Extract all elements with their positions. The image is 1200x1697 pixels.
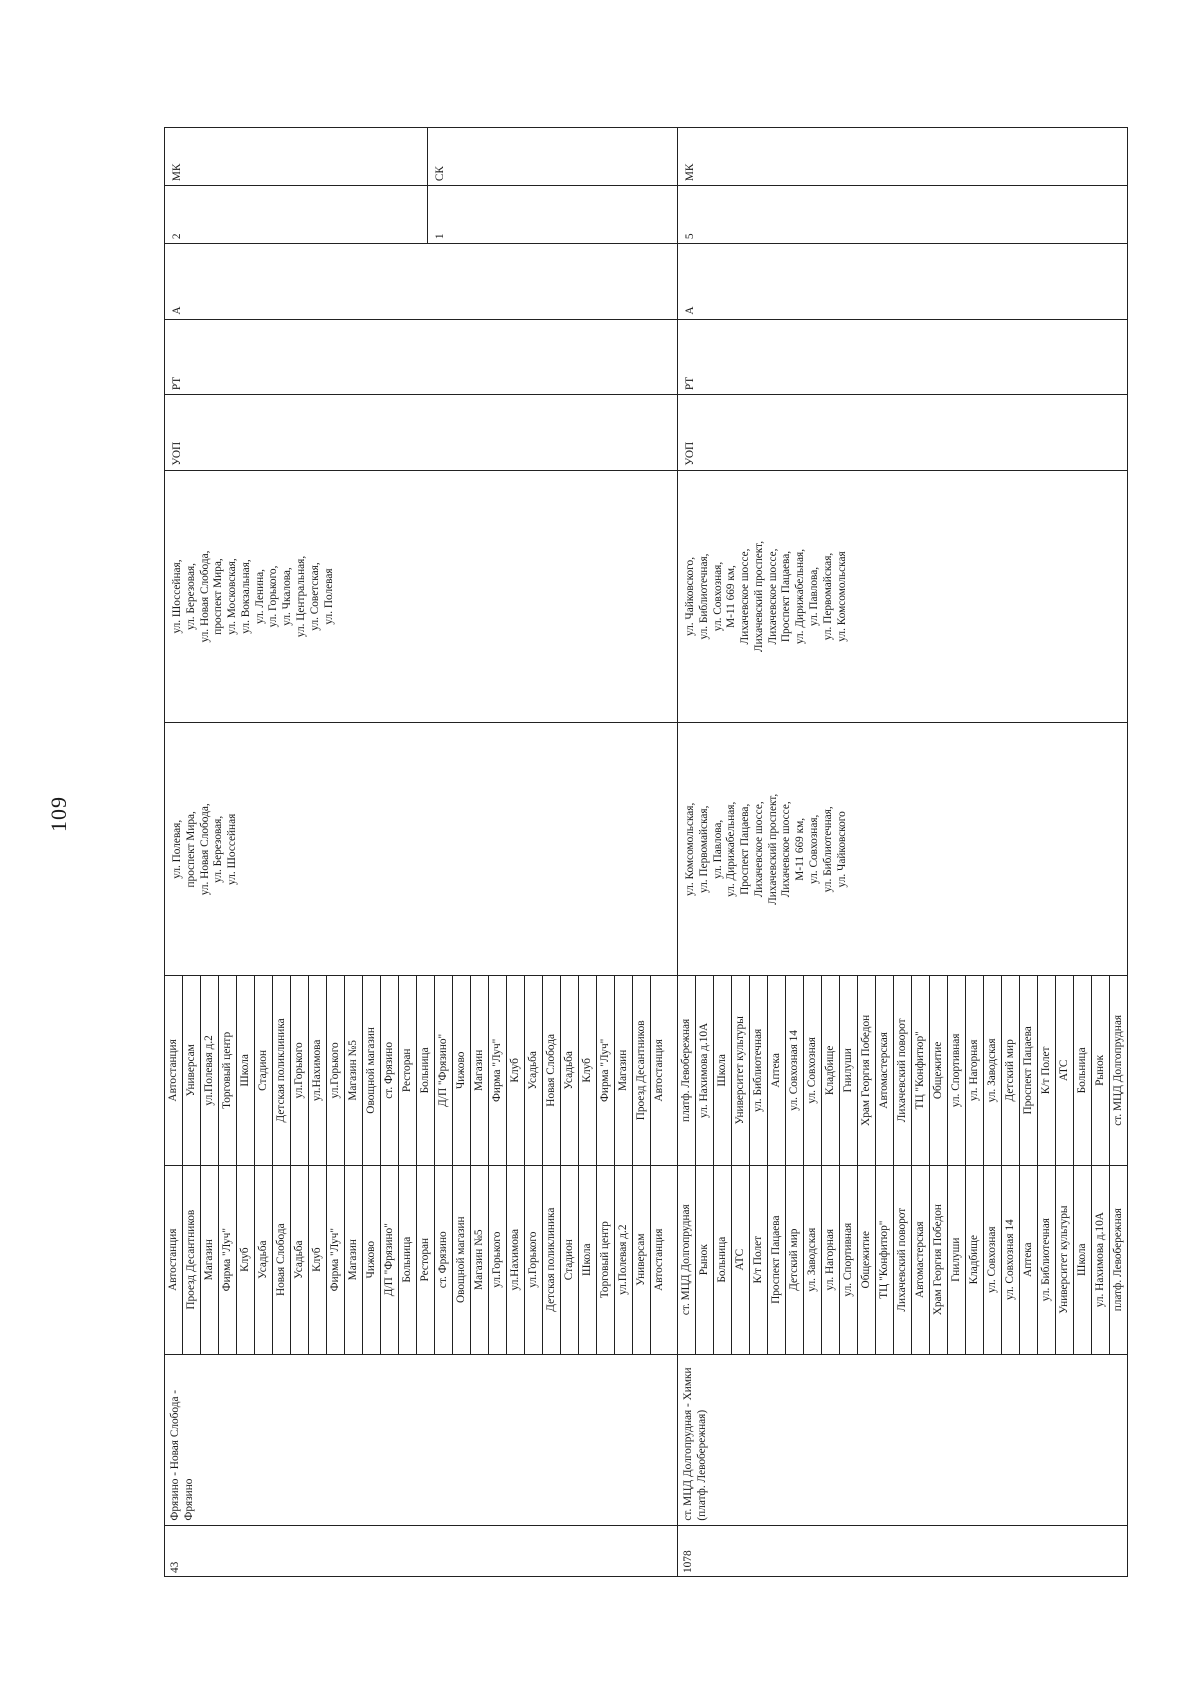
stop-item: ул.Горького [488, 1166, 506, 1354]
route-kind: УОП [678, 395, 1128, 471]
stop-item: Проезд Десантников [632, 976, 650, 1164]
street-item: ул. Библиотечная, [821, 806, 834, 893]
stop-item: ул. Нагорная [821, 1166, 839, 1354]
stop-item: ул. Нагорная [965, 976, 983, 1164]
street-item: ул. Чайковского [835, 811, 848, 888]
stop-item: Торговый центр [596, 1166, 614, 1354]
stop-item: ул. Библиотечная [1037, 1166, 1055, 1354]
stop-item: Детская поликлиника [542, 1166, 560, 1354]
stop-item: Аптека [767, 976, 785, 1164]
stop-item: ст. Фрязино [380, 976, 398, 1164]
stop-item: Чижово [452, 976, 470, 1164]
stop-item: Общежитие [929, 976, 947, 1164]
street-item: ул. Вокзальная, [239, 559, 252, 634]
stop-item: Чижово [362, 1166, 380, 1354]
stop-item: ст. МЦД Долгопрудная [1109, 976, 1127, 1164]
stop-item: Гнилуши [839, 976, 857, 1164]
street-item: ул. Чайковского, [684, 556, 696, 637]
extra-class: СК [434, 166, 446, 182]
stop-item: Рынок [695, 1166, 713, 1354]
stops-cell [678, 976, 1128, 1355]
stop-item: ул. Спортивная [947, 976, 965, 1164]
street-item: ул. Новая Слобода, [198, 803, 211, 896]
street-item: Проспект Пацаева, [739, 803, 752, 895]
vehicle-count-cell [165, 186, 678, 244]
stop-item: Фирма "Луч" [326, 1166, 344, 1354]
stop-item: Школа [1073, 1166, 1091, 1354]
street-item: ул. Первомайская, [821, 552, 834, 641]
stop-item: Больница [1073, 976, 1091, 1164]
stop-item: Детский мир [1001, 976, 1019, 1164]
street-item: ул. Совхозная, [711, 561, 724, 632]
stop-item: Клуб [578, 976, 596, 1164]
stop-item: Автостанция [167, 1039, 179, 1102]
vehicle-count: 5 [678, 186, 1128, 244]
route-table [164, 127, 1124, 1577]
stop-item: Университет культуры [1055, 1166, 1073, 1354]
stop-item: К/т Полет [1037, 976, 1055, 1164]
stop-item: Клуб [506, 976, 524, 1164]
street-item: Лихачевское шоссе, [739, 548, 752, 645]
stop-item: Магазин [200, 1166, 218, 1354]
street-item: ул. Чкалова, [281, 567, 294, 626]
stop-item: Общежитие [857, 1166, 875, 1354]
stop-item: ул. Совхозная 14 [1001, 1166, 1019, 1354]
street-item: ул. Шоссейная [226, 813, 239, 885]
stop-item: Овощной магазин [362, 976, 380, 1164]
vehicle-type: А [678, 244, 1128, 320]
stop-item: Гнилуши [947, 1166, 965, 1354]
street-item: ул. Новая Слобода, [198, 550, 211, 643]
street-item: ул. Березовая, [184, 563, 197, 631]
stop-item: ул. Нахимова д.10А [695, 976, 713, 1164]
street-item: ул. Дирижабельная, [794, 548, 807, 645]
street-item: ул. Первомайская, [697, 805, 710, 894]
stop-item: Больница [713, 1166, 731, 1354]
stop-item: Стадион [560, 1166, 578, 1354]
extra-count: 1 [434, 233, 446, 240]
table-row [165, 128, 678, 1577]
stop-item: Автостанция [650, 976, 668, 1164]
street-item: Лихачевский проспект, [766, 793, 779, 905]
street-item: ул. Павлова, [808, 566, 821, 627]
stop-item: Фирма "Луч" [596, 976, 614, 1164]
stop-item: Магазин [470, 976, 488, 1164]
street-item: Лихачевский проспект, [752, 540, 765, 653]
stop-item: Универсам [632, 1166, 650, 1354]
stop-item: ул.Нахимова [308, 976, 326, 1164]
stop-item: Магазин №5 [470, 1166, 488, 1354]
street-item: ул. Московская, [226, 558, 239, 635]
vehicle-class: МК [678, 128, 1128, 186]
stop-item: Школа [578, 1166, 596, 1354]
street-item: ул. Полевая, [171, 819, 183, 879]
stop-item: Храм Георгия Победон [929, 1166, 947, 1354]
stop-item: ул. Спортивная [839, 1166, 857, 1354]
stop-item: ст. МЦД Долгопрудная [680, 1204, 692, 1316]
stop-item: ст. Фрязино [434, 1166, 452, 1354]
street-item: проспект Мира, [184, 811, 197, 888]
vehicle-count: 2 [165, 186, 428, 243]
route-number: 43 [165, 1525, 678, 1576]
street-item: ул. Дирижабельная, [725, 801, 738, 897]
stop-item: Университет культуры [731, 976, 749, 1164]
stop-item: Магазин [344, 1166, 362, 1354]
street-item: ул. Шоссейная, [171, 559, 183, 634]
stop-item: Проспект Пацаева [767, 1166, 785, 1354]
street-item: ул. Центральная, [295, 555, 308, 638]
stop-item: ул. Совхозная [803, 976, 821, 1164]
stop-item: ул.Полевая д.2 [200, 976, 218, 1164]
street-item: ул. Совхозная, [808, 814, 821, 884]
stop-item: Фирма "Луч" [488, 976, 506, 1164]
street-item: ул. Ленина, [253, 569, 266, 625]
stop-item: Кладбище [965, 1166, 983, 1354]
stop-item: Детский мир [785, 1166, 803, 1354]
stop-item: Школа [713, 976, 731, 1164]
stop-item: ТЦ "Конфитюр" [911, 976, 929, 1164]
stop-item: Магазин №5 [344, 976, 362, 1164]
stops-forward-list [678, 1166, 1127, 1354]
fare-kind: РТ [165, 319, 678, 395]
stop-item: Д/П "Фрязино" [434, 976, 452, 1164]
stop-item: ул. Совхозная [983, 1166, 1001, 1354]
stop-item: Ресторан [416, 1166, 434, 1354]
route-name: ст. МЦД Долгопрудная - Химки (платф. Левобережная) [678, 1354, 1128, 1525]
street-item: ул. Советская, [308, 562, 321, 631]
stop-item: Клуб [236, 1166, 254, 1354]
stop-item: ул. Заводская [803, 1166, 821, 1354]
stop-item: К/т Полет [749, 1166, 767, 1354]
vehicle-class: МК [165, 128, 428, 185]
route-name: Фрязино - Новая Слобода - Фрязино [165, 1354, 678, 1525]
stop-item: Фирма "Луч" [218, 1166, 236, 1354]
stop-item: ул.Горького [524, 1166, 542, 1354]
stop-item: Усадьба [254, 1166, 272, 1354]
stop-item: ул. Библиотечная [749, 976, 767, 1164]
route-number: 1078 [678, 1525, 1128, 1576]
stops-cell [165, 976, 678, 1355]
stop-item: Новая Слобода [542, 976, 560, 1164]
street-item: ул. Горького, [267, 565, 280, 628]
stop-item: Лихачевский поворот [893, 976, 911, 1164]
page-number: 109 [46, 796, 71, 832]
street-item: ул. Павлова, [711, 819, 724, 879]
stop-item: Детская поликлиника [272, 976, 290, 1164]
stop-item: ТЦ "Конфитюр" [875, 1166, 893, 1354]
stop-item: Усадьба [290, 1166, 308, 1354]
street-item: Проспект Пацаева, [780, 550, 793, 643]
stops-backward-list [678, 976, 1127, 1165]
stop-item: Автостанция [167, 1228, 179, 1291]
route-kind: УОП [165, 395, 678, 471]
street-item: Лихачевское шоссе, [766, 548, 779, 645]
street-item: ул. Библиотечная, [697, 553, 710, 640]
stop-item: ул.Горького [290, 976, 308, 1164]
stop-item: Больница [398, 1166, 416, 1354]
stop-item: ул. Заводская [983, 976, 1001, 1164]
streets-forward [165, 723, 678, 976]
fare-kind: РТ [678, 319, 1128, 395]
stop-item: Лихачевский поворот [893, 1166, 911, 1354]
stop-item: Рынок [1091, 976, 1109, 1164]
stop-item: Новая Слобода [272, 1166, 290, 1354]
stop-item: ул.Нахимова [506, 1166, 524, 1354]
vehicle-type: А [165, 244, 678, 320]
stop-item: ул. Нахимова д.10А [1091, 1166, 1109, 1354]
stop-item: Магазин [614, 976, 632, 1164]
stop-item: Проезд Десантников [182, 1166, 200, 1354]
stop-item: Усадьба [524, 976, 542, 1164]
stop-item: АТС [1055, 976, 1073, 1164]
street-item: Лихачевское шоссе, [780, 801, 793, 898]
stop-item: Храм Георгия Победон [857, 976, 875, 1164]
stop-item: Д/П "Фрязино" [380, 1166, 398, 1354]
stop-item: Школа [236, 976, 254, 1164]
stops-forward-list [165, 1166, 677, 1354]
stop-item: Ресторан [398, 976, 416, 1164]
stop-item: Клуб [308, 1166, 326, 1354]
stop-item: Кладбище [821, 976, 839, 1164]
stop-item: Автомастерская [911, 1166, 929, 1354]
streets-backward [678, 470, 1128, 723]
stop-item: ул. Совхозная 14 [785, 976, 803, 1164]
stop-item: Усадьба [560, 976, 578, 1164]
street-item: ул. Комсомольская [835, 551, 848, 642]
streets-backward [165, 470, 678, 723]
table-row [678, 128, 1128, 1577]
street-item: Лихачевское шоссе, [752, 801, 765, 898]
stop-item: Овощной магазин [452, 1166, 470, 1354]
stop-item: платф. Левобережная [1109, 1166, 1127, 1354]
stop-item: ул.Горького [326, 976, 344, 1164]
stop-item: Проспект Пацаева [1019, 976, 1037, 1164]
stop-item: АТС [731, 1166, 749, 1354]
stops-backward-list [165, 976, 677, 1165]
stop-item: ул.Полевая д.2 [614, 1166, 632, 1354]
stop-item: платф. Левобережная [680, 1018, 692, 1122]
street-item: ул. Полевая [322, 568, 335, 625]
street-item: М-11 669 км, [794, 817, 807, 881]
vehicle-class-cell [165, 128, 678, 186]
stop-item: Торговый центр [218, 976, 236, 1164]
street-item: М-11 669 км, [725, 565, 738, 628]
stop-item: Автомастерская [875, 976, 893, 1164]
street-item: проспект Мира, [212, 558, 225, 635]
street-item: ул. Комсомольская, [684, 802, 696, 896]
stop-item: Стадион [254, 976, 272, 1164]
stop-item: Автостанция [650, 1166, 668, 1354]
stop-item: Универсам [182, 976, 200, 1164]
street-item: ул. Березовая, [212, 815, 225, 883]
stop-item: Больница [416, 976, 434, 1164]
streets-forward [678, 723, 1128, 976]
stop-item: Аптека [1019, 1166, 1037, 1354]
